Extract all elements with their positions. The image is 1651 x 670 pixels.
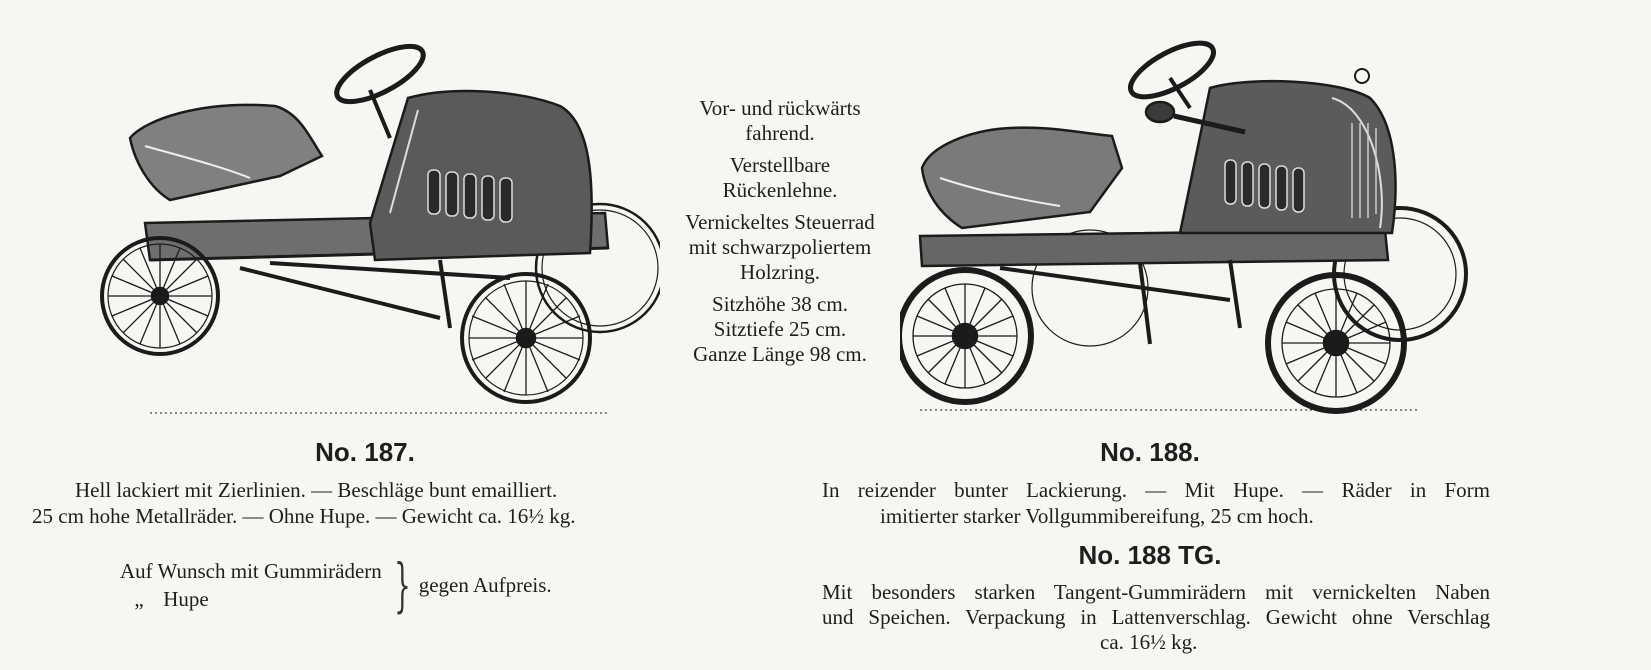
curly-brace: } <box>393 551 411 619</box>
spec-line: mit schwarzpoliertem <box>688 235 872 259</box>
spec-line: Holzring. <box>740 260 820 284</box>
model-187-desc-line2: 25 cm hohe Metallräder. — Ohne Hupe. — Gewicht ca. 16½ kg. <box>32 504 576 528</box>
car-188-drawing <box>900 28 1490 423</box>
spec-direction <box>660 96 900 146</box>
model-188-desc-line2: imitierter starker Vollgummibereifung, 25 cm hoch. <box>880 504 1314 528</box>
car-187-drawing <box>90 28 660 423</box>
model-188tg-desc-line2: und Speichen. Verpackung in Lattenverschlag. Gewicht ohne Verschlag <box>822 605 1490 629</box>
option-surcharge: gegen Aufpreis. <box>418 573 552 597</box>
option-horn-label: Hupe <box>163 587 209 611</box>
model-188tg-title: No. 188 TG. <box>1078 540 1222 570</box>
spec-line: Vernickeltes Steuerrad <box>685 210 875 234</box>
spec-line: Sitzhöhe 38 cm. <box>712 292 848 316</box>
options-list <box>120 557 382 613</box>
model-187-desc-line1: Hell lackiert mit Zierlinien. — Beschläge bunt emailliert. <box>75 478 558 502</box>
spec-line: Rückenlehne. <box>722 178 838 202</box>
model-187-title: No. 187. <box>315 437 415 467</box>
option-rubber-wheels: Auf Wunsch mit Gummirädern <box>120 559 382 583</box>
car-187-illustration <box>90 28 660 423</box>
spec-line: Sitztiefe 25 cm. <box>713 317 847 341</box>
model-188tg-desc-line1: Mit besonders starken Tangent-Gummirädern mit vernickelten Naben <box>822 580 1490 604</box>
model-188-desc-line1: In reizender bunter Lackierung. — Mit Hupe. — Räder in Form <box>822 478 1490 502</box>
ditto-mark: „ <box>134 587 144 611</box>
center-specifications <box>660 96 900 374</box>
model-187-options <box>120 551 552 619</box>
spec-steering <box>660 210 900 285</box>
spec-line: Verstellbare <box>729 153 831 177</box>
model-188tg-desc-line3: ca. 16½ kg. <box>1100 630 1198 654</box>
car-188-illustration <box>900 28 1490 423</box>
spec-backrest <box>660 153 900 203</box>
spec-line: Ganze Länge 98 cm. <box>693 342 867 366</box>
spec-line: Vor- und rückwärts <box>699 96 861 120</box>
spec-line: fahrend. <box>745 121 815 145</box>
model-188-title: No. 188. <box>1100 437 1200 467</box>
spec-dimensions <box>660 292 900 367</box>
option-horn <box>120 585 382 613</box>
